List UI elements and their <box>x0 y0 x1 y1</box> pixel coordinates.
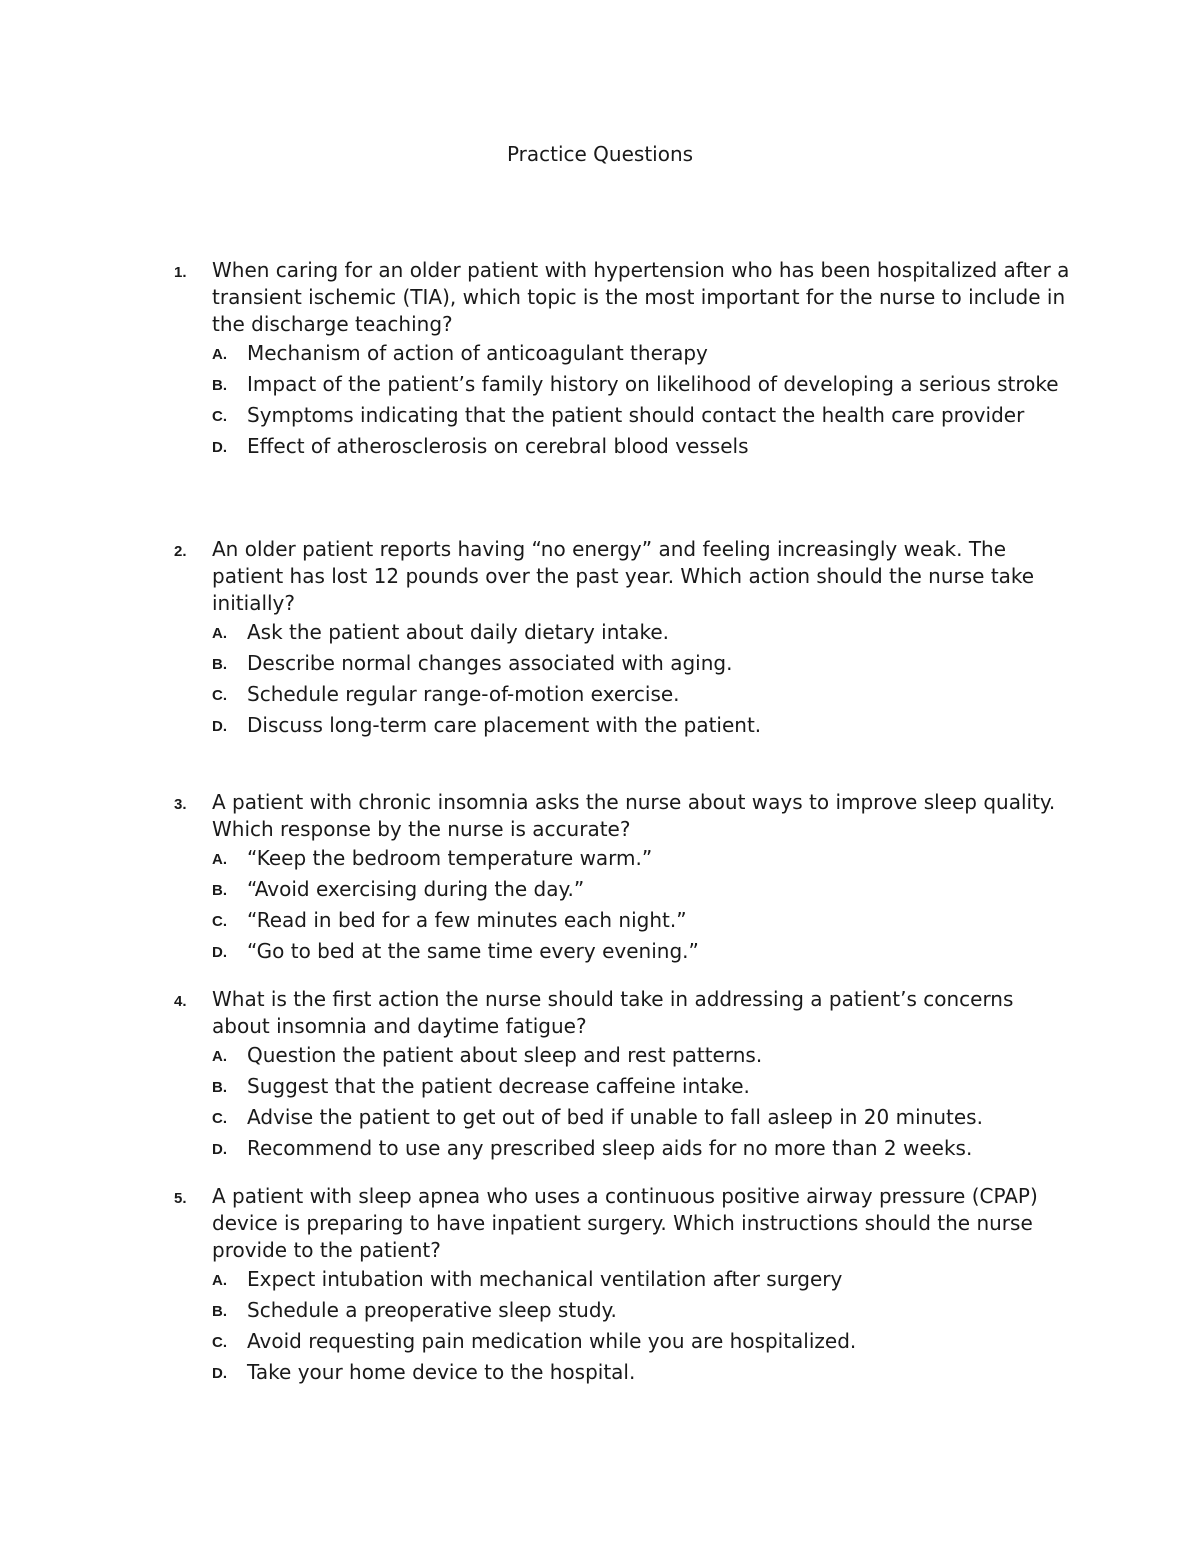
question-number: 4. <box>174 993 187 1010</box>
choice-letter: A. <box>212 1272 227 1289</box>
choice-text: “Read in bed for a few minutes each night.” <box>247 908 687 932</box>
question-number: 3. <box>174 796 187 813</box>
choice-letter: A. <box>212 346 227 363</box>
choice-text: Discuss long-term care placement with the patient. <box>247 713 762 737</box>
choice-letter: B. <box>212 882 227 899</box>
question-text: When caring for an older patient with hypertension who has been hospitalized after a transient ischemic (TIA), which topic is the most important for the nurse to include in the discharge teaching? <box>212 258 1070 336</box>
answer-choice <box>212 1134 1074 1164</box>
question-text: A patient with chronic insomnia asks the nurse about ways to improve sleep quality. Which response by the nurse is accurate? <box>212 790 1056 841</box>
question-number: 5. <box>174 1190 187 1207</box>
choice-text: Schedule a preoperative sleep study. <box>247 1298 617 1322</box>
choice-letter: D. <box>212 718 227 735</box>
choice-text: Recommend to use any prescribed sleep aids for no more than 2 weeks. <box>247 1136 973 1160</box>
choice-letter: A. <box>212 1048 227 1065</box>
answer-choices <box>212 844 1074 967</box>
answer-choice <box>212 711 1074 741</box>
choice-text: “Keep the bedroom temperature warm.” <box>247 846 653 870</box>
choice-letter: C. <box>212 687 227 704</box>
choice-text: Take your home device to the hospital. <box>247 1360 636 1384</box>
answer-choice <box>212 875 1074 905</box>
answer-choice <box>212 1296 1074 1326</box>
choice-text: Expect intubation with mechanical ventilation after surgery <box>247 1267 843 1291</box>
answer-choice <box>212 906 1074 936</box>
question-number: 2. <box>174 543 187 560</box>
choice-letter: C. <box>212 408 227 425</box>
answer-choice <box>212 370 1074 400</box>
answer-choice <box>212 649 1074 679</box>
answer-choice <box>212 844 1074 874</box>
question-5 <box>174 1183 1074 1389</box>
question-number: 1. <box>174 264 187 281</box>
answer-choice <box>212 1103 1074 1133</box>
choice-text: Schedule regular range-of-motion exercise. <box>247 682 680 706</box>
choice-text: Mechanism of action of anticoagulant therapy <box>247 341 708 365</box>
answer-choice <box>212 680 1074 710</box>
question-4 <box>174 986 1074 1165</box>
choice-text: Suggest that the patient decrease caffeine intake. <box>247 1074 750 1098</box>
choice-letter: C. <box>212 1110 227 1127</box>
question-text: What is the first action the nurse should take in addressing a patient’s concerns about insomnia and daytime fatigue? <box>212 987 1014 1038</box>
choice-letter: D. <box>212 1365 227 1382</box>
choice-text: Describe normal changes associated with aging. <box>247 651 733 675</box>
page-title: Practice Questions <box>506 142 694 166</box>
answer-choice <box>212 401 1074 431</box>
answer-choices <box>212 618 1074 741</box>
answer-choices <box>212 339 1074 462</box>
choice-letter: A. <box>212 851 227 868</box>
choice-text: Avoid requesting pain medication while you are hospitalized. <box>247 1329 857 1353</box>
choice-text: Symptoms indicating that the patient should contact the health care provider <box>247 403 1025 427</box>
choice-letter: B. <box>212 656 227 673</box>
choice-letter: C. <box>212 1334 227 1351</box>
question-3 <box>174 789 1074 968</box>
answer-choice <box>212 618 1074 648</box>
question-text: A patient with sleep apnea who uses a continuous positive airway pressure (CPAP) device is preparing to have inpatient surgery. Which instructions should the nurse provide to the patient? <box>212 1184 1038 1262</box>
choice-letter: B. <box>212 377 227 394</box>
answer-choice <box>212 1072 1074 1102</box>
choice-text: “Avoid exercising during the day.” <box>247 877 585 901</box>
choice-letter: C. <box>212 913 227 930</box>
question-1 <box>174 257 1074 463</box>
question-text: An older patient reports having “no energy” and feeling increasingly weak. The patient has lost 12 pounds over the past year. Which action should the nurse take initially? <box>212 537 1035 615</box>
choice-letter: B. <box>212 1079 227 1096</box>
answer-choice <box>212 339 1074 369</box>
answer-choice <box>212 1358 1074 1388</box>
choice-text: “Go to bed at the same time every evening.” <box>247 939 699 963</box>
answer-choice <box>212 937 1074 967</box>
answer-choice <box>212 1327 1074 1357</box>
choice-letter: D. <box>212 439 227 456</box>
choice-letter: A. <box>212 625 227 642</box>
answer-choice <box>212 1265 1074 1295</box>
choice-letter: B. <box>212 1303 227 1320</box>
answer-choices <box>212 1265 1074 1388</box>
question-2 <box>174 536 1074 742</box>
choice-text: Effect of atherosclerosis on cerebral blood vessels <box>247 434 749 458</box>
answer-choice <box>212 1041 1074 1071</box>
choice-letter: D. <box>212 944 227 961</box>
answer-choice <box>212 432 1074 462</box>
choice-text: Impact of the patient’s family history on likelihood of developing a serious stroke <box>247 372 1059 396</box>
choice-text: Question the patient about sleep and rest patterns. <box>247 1043 763 1067</box>
choice-text: Ask the patient about daily dietary intake. <box>247 620 670 644</box>
choice-text: Advise the patient to get out of bed if unable to fall asleep in 20 minutes. <box>247 1105 983 1129</box>
answer-choices <box>212 1041 1074 1164</box>
choice-letter: D. <box>212 1141 227 1158</box>
